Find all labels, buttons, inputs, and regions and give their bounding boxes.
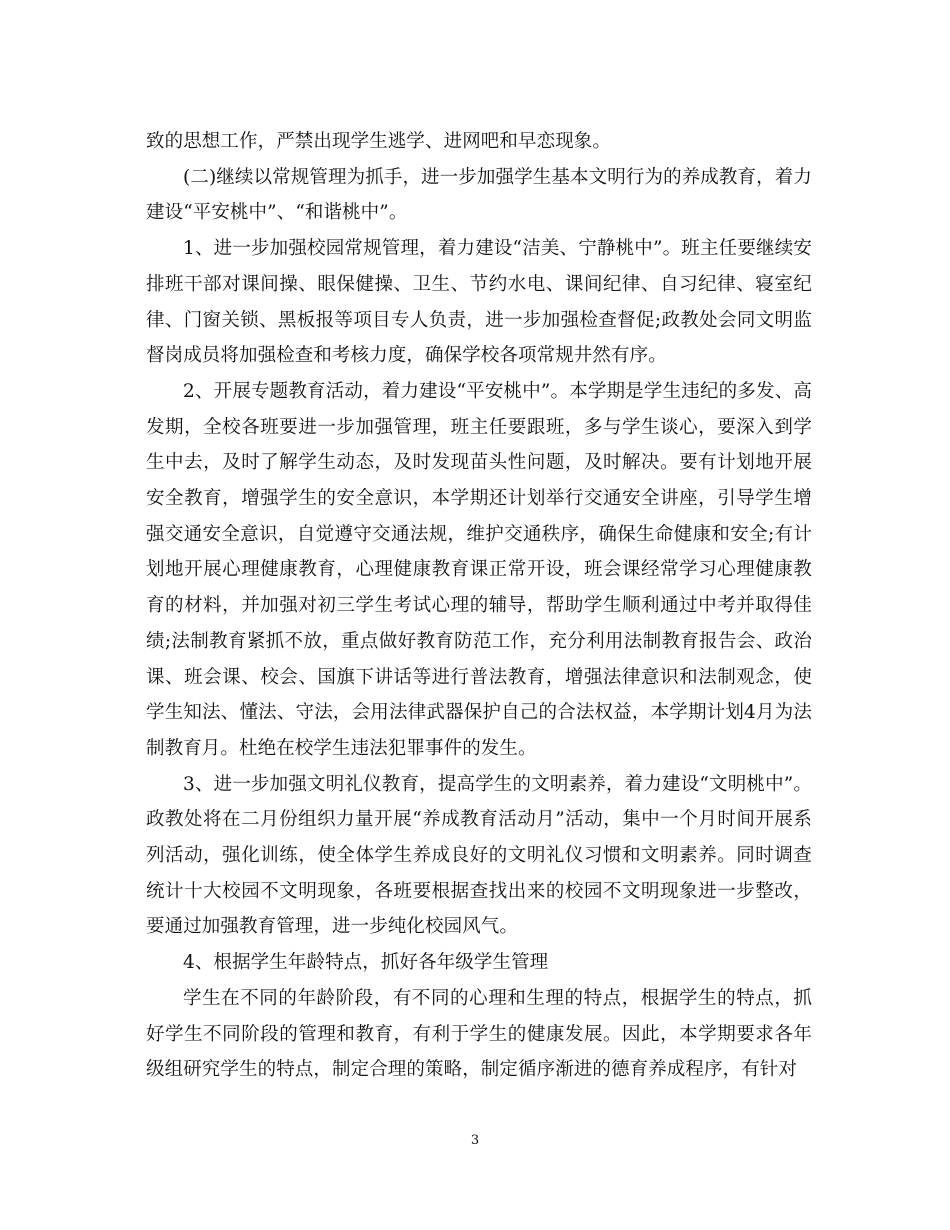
paragraph-item-4-heading: 4、根据学生年龄特点，抓好各年级学生管理 <box>183 952 549 974</box>
paragraph-item-4-body: 学生在不同的年龄阶段，有不同的心理和生理的特点，根据学生的特点，抓好学生不同阶段的管理和教育，有利于学生的健康发展。因此，本学期要求各年级组研究学生的特点，制定合理的策略，制定循序渐进的德育养成程序，有针对 <box>146 987 812 1081</box>
paragraph-item-3: 3、进一步加强文明礼仪教育，提高学生的文明素养，着力建设“文明桃中”。政教处将在二月份组织力量开展“养成教育活动月”活动，集中一个月时间开展系列活动，强化训练，使全体学生养成良好的文明礼仪习惯和文明素养。同时调查统计十大校园不文明现象，各班要根据查找出来的校园不文明现象进一步整改，要通过加强教育管理，进一步纯化校园风气。 <box>146 773 812 938</box>
page-number: 3 <box>470 1133 480 1148</box>
paragraph-item-2: 2、开展专题教育活动，着力建设“平安桃中”。本学期是学生违纪的多发、高发期，全校各班要进一步加强管理，班主任要跟班，多与学生谈心，要深入到学生中去，及时了解学生动态，及时发现苗头性问题，及时解决。要有计划地开展安全教育，增强学生的安全意识，本学期还计划举行交通安全讲座，引导学生增强交通安全意识，自觉遵守交通法规，维护交通秩序，确保生命健康和安全;有计划地开展心理健康教育，心理健康教育课正常开设，班会课经常学习心理健康教育的材料，并加强对初三学生考试心理的辅导，帮助学生顺利通过中考并取得佳绩;法制教育紧抓不放，重点做好教育防范工作，充分利用法制教育报告会、政治课、班会课、校会、国旗下讲话等进行普法教育，增强法律意识和法制观念，使学生知法、懂法、守法，会用法律武器保护自己的合法权益，本学期计划4月为法制教育月。杜绝在校学生违法犯罪事件的发生。 <box>146 380 812 759</box>
paragraph-section-two: (二)继续以常规管理为抓手，进一步加强学生基本文明行为的养成教育，着力建设“平安桃中”、“和谐桃中”。 <box>146 166 812 224</box>
document-body <box>146 124 812 1088</box>
paragraph-continuation: 致的思想工作，严禁出现学生逃学、进网吧和早恋现象。 <box>146 131 612 152</box>
paragraph-item-1: 1、进一步加强校园常规管理，着力建设“洁美、宁静桃中”。班主任要继续安排班干部对课间操、眼保健操、卫生、节约水电、课间纪律、自习纪律、寝室纪律、门窗关锁、黑板报等项目专人负责，进一步加强检查督促;政教处会同文明监督岗成员将加强检查和考核力度，确保学校各项常规井然有序。 <box>146 238 812 367</box>
